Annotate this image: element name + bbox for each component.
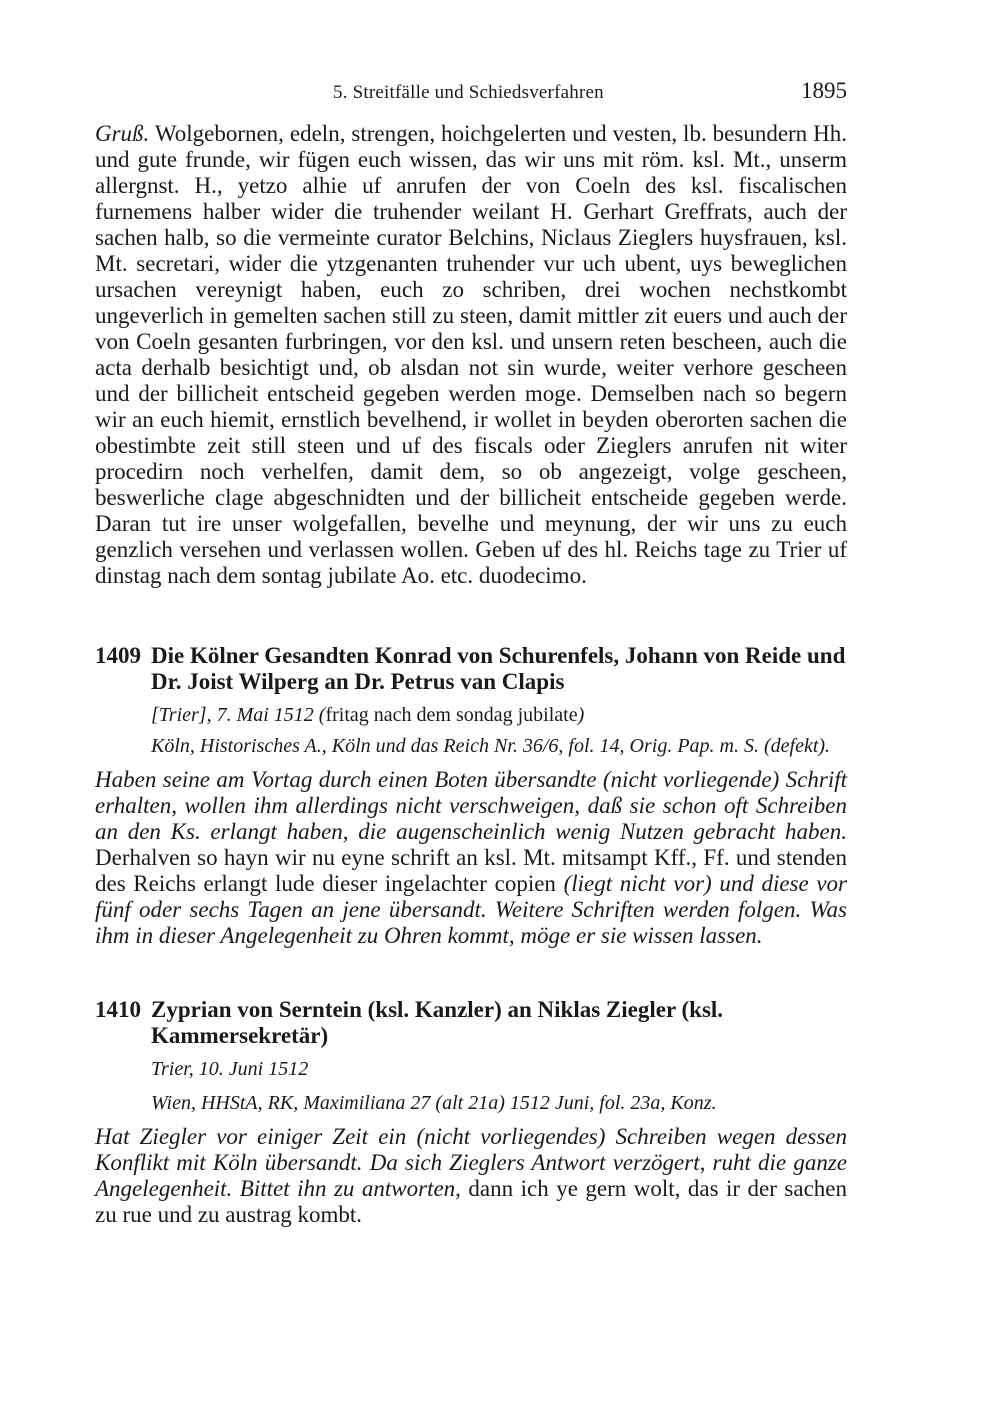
quoted-text: Derhalven so hayn wir nu eyne schrift an ksl. Mt. mitsampt Kff., Ff. und stenden des Reichs erlangt lude dieser ingelachter copien [95, 845, 847, 896]
running-head [95, 78, 847, 108]
running-title: 5. Streitfälle und Schiedsverfahren [333, 82, 604, 103]
entry-source: Köln, Historisches A., Köln und das Reich Nr. 36/6, fol. 14, Orig. Pap. m. S. (defekt). [151, 735, 831, 757]
entry-summary: Hat Ziegler vor einiger Zeit ein (nicht vorliegendes) Schreiben wegen dessen Konflikt mit Köln übersandt. Da sich Zieglers Antwort verzögert, ruht die ganze Angelegenheit. Bittet ihn zu antworten, dann ich ye gern wolt, das ir der sachen zu rue und zu austrag kombt. [95, 1124, 847, 1227]
letter-text: Wolgebornen, edeln, strengen, hoichgelerten und vesten, lb. besundern Hh. und gute frunde, wir fügen euch wissen, das wir uns mit röm. ksl. Mt., unserm allergnst. H., yetzo alhie uf anrufen der von Coeln des ksl. fiscalischen furnemens halber wider die truhender weilant H. Gerhart Greffrats, auch der sachen halb, so die vermeinte curator Belchins, Niclaus Zieglers huysfrauen, ksl. Mt. secretari, wider die ytzgenanten truhender vur uch ubent, uys beweglichen ursachen vereynigt haben, euch zo schriben, drei wochen nechstkombt ungeverlich in gemelten sachen still zu steen, damit mittler zit euers und auch der von Coeln gesanten furbringen, vor den ksl. und unsern reten bescheen, auch die acta derhalb besichtigt und, ob alsdan not sin wurde, weiter verhore gescheen und der billicheit entscheid gegeben werden moge. Demselben nach so begern wir an euch hiemit, ernstlich bevelhend, ir wollet in beyden oberorten sachen die obestimbte zeit still steen und uf des fiscals oder Zieglers anrufen nit witer procedirn noch verhelfen, damit dem, so ob angezeigt, volge gescheen, beswerliche clage abgeschnidten und der billicheit entscheide gegeben werde. Daran tut ire unser wolgefallen, bevelhe und meynung, der wir uns zu euch genzlich versehen und verlassen wollen. Geben uf des hl. Reichs tage zu Trier uf dinstag nach dem sontag jubilate Ao. etc. duodecimo. [95, 121, 847, 588]
quoted-text: dann ich ye gern wolt, das ir der sachen zu rue und zu austrag kombt. [95, 1176, 847, 1227]
entry-date: [Trier], 7. Mai 1512 (fritag nach dem sondag jubilate) [151, 704, 585, 726]
entry-summary: Haben seine am Vortag durch einen Boten übersandte (nicht vorliegende) Schrift erhalten, wollen ihm allerdings nicht verschweigen, daß sie schon oft Schreiben an den Ks. erlangt haben, die augenscheinlich wenig Nutzen gebracht haben. Derhalven so hayn wir nu eyne schrift an ksl. Mt. mitsampt Kff., Ff. und stenden des Reichs erlangt lude dieser ingelachter copien (liegt nicht vor) und diese vor fünf oder sechs Tagen an jene übersandt. Weitere Schriften werden folgen. Was ihm in dieser Angelegenheit zu Ohren kommt, möge er sie wissen lassen. [95, 767, 848, 948]
entry-heading-1410 [95, 997, 847, 1049]
greeting: Gruß. [95, 121, 150, 146]
entry-title: Zyprian von Serntein (ksl. Kanzler) an Niklas Ziegler (ksl. Kammersekretär) [151, 997, 724, 1048]
entry-number: 1410 [95, 997, 141, 1022]
entry-number: 1409 [95, 643, 141, 668]
page-number: 1895 [801, 78, 847, 103]
entry-source: Wien, HHStA, RK, Maximiliana 27 (alt 21a) 1512 Juni, fol. 23a, Konz. [151, 1092, 717, 1114]
intro-paragraph [95, 121, 847, 589]
entry-title: Die Kölner Gesandten Konrad von Schurenfels, Johann von Reide und Dr. Joist Wilperg an Dr. Petrus van Clapis [151, 643, 846, 694]
entry-heading-1409 [95, 643, 847, 695]
entry-date: Trier, 10. Juni 1512 [151, 1058, 309, 1080]
